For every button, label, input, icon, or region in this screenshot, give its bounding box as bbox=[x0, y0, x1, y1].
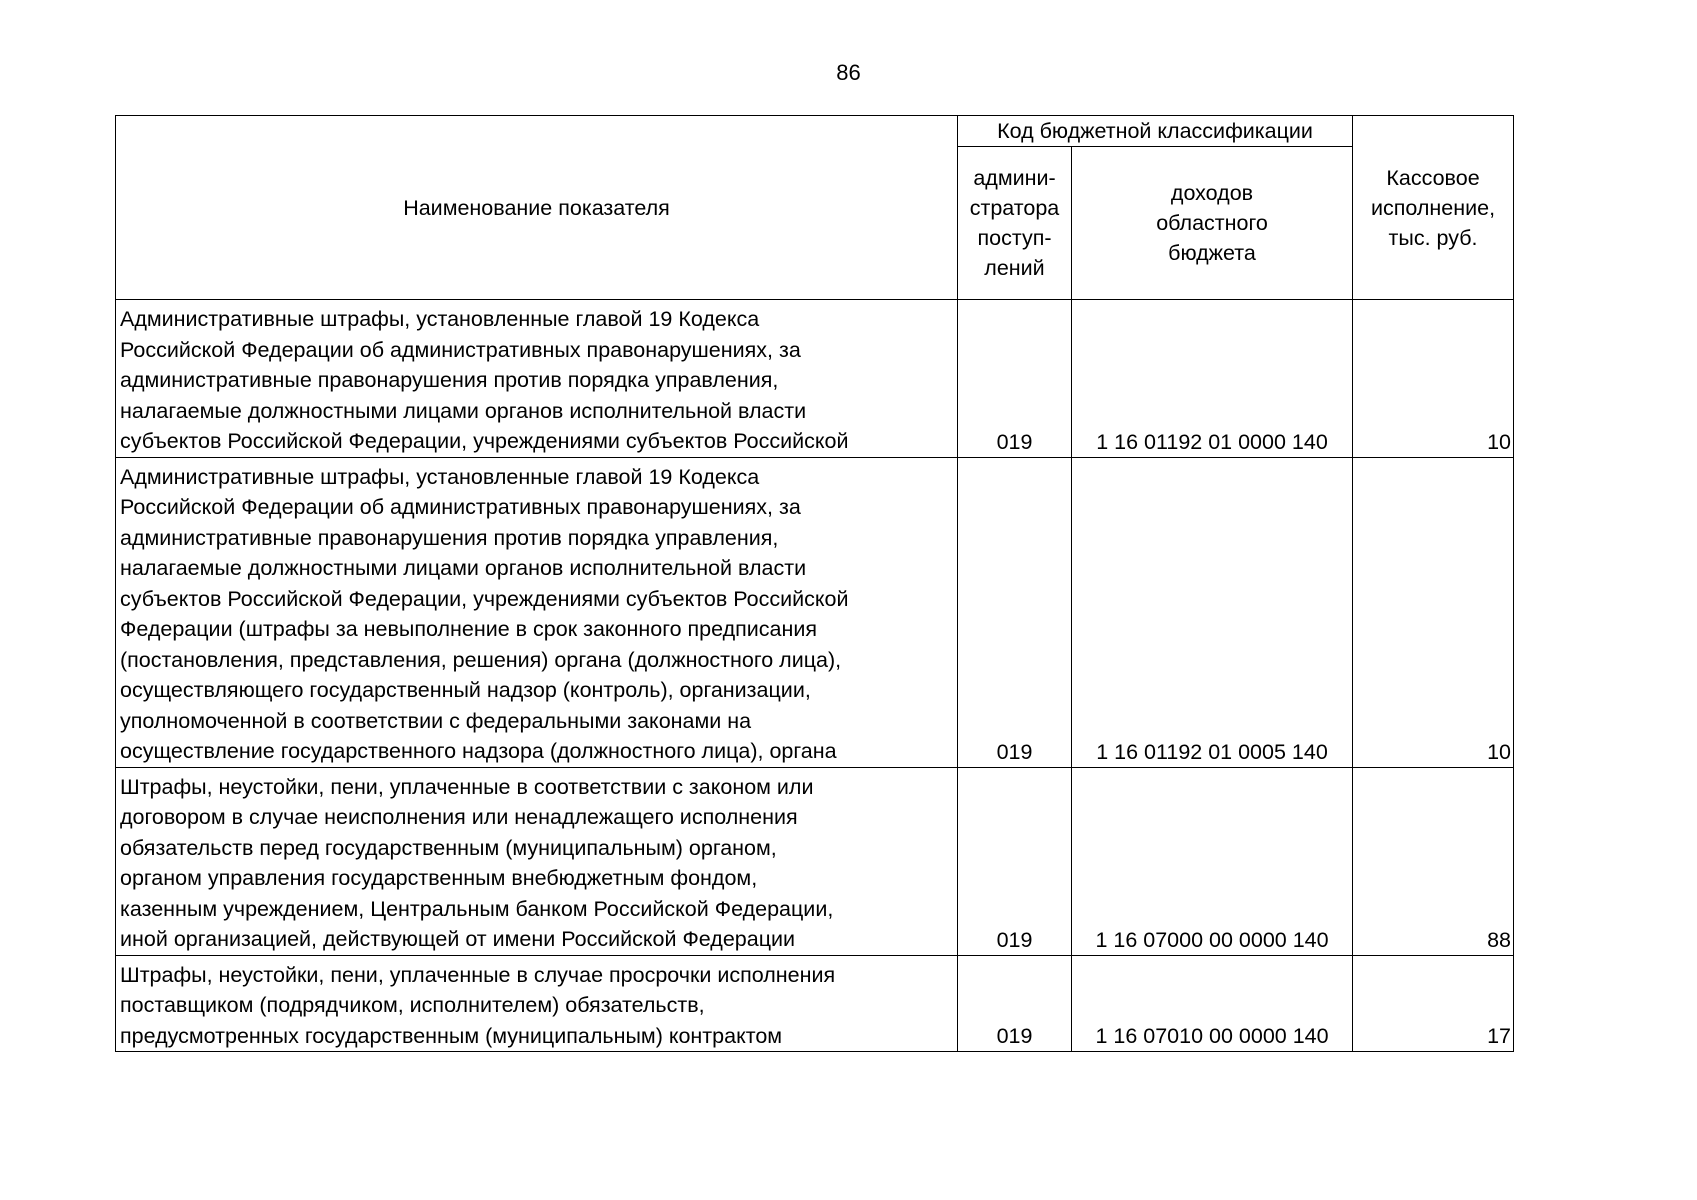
row-amount: 10 bbox=[1353, 457, 1514, 767]
row-name: Административные штрафы, установленные главой 19 Кодекса Российской Федерации об административных правонарушениях, за административные правонарушения против порядка управления, налагаемые должностными лицами органов исполнительной власти субъектов Российской Федерации, учреждениями субъектов Российской bbox=[116, 300, 958, 458]
row-amount: 17 bbox=[1353, 955, 1514, 1052]
row-name: Административные штрафы, установленные главой 19 Кодекса Российской Федерации об административных правонарушениях, за административные правонарушения против порядка управления, налагаемые должностными лицами органов исполнительной власти субъектов Российской Федерации, учреждениями субъектов Российской Федерации (штрафы за невыполнение в срок законного предписания (постановления, представления, решения) органа (должностного лица), осуществляющего государственный надзор (контроль), организации, уполномоченной в соответствии с федеральными законами на осуществление государственного надзора (должностного лица), органа bbox=[116, 457, 958, 767]
table-body bbox=[116, 300, 1514, 1052]
row-amount: 10 bbox=[1353, 300, 1514, 458]
row-name: Штрафы, неустойки, пени, уплаченные в соответствии с законом или договором в случае неисполнения или ненадлежащего исполнения обязательств перед государственным (муниципальным) органом, органом управления государственным внебюджетным фондом, казенным учреждением, Центральным банком Российской Федерации, иной организацией, действующей от имени Российской Федерации bbox=[116, 767, 958, 955]
row-admin-code: 019 bbox=[958, 955, 1072, 1052]
row-income-code: 1 16 07010 00 0000 140 bbox=[1072, 955, 1353, 1052]
row-income-code: 1 16 01192 01 0000 140 bbox=[1072, 300, 1353, 458]
table-header bbox=[116, 116, 1514, 300]
header-name: Наименование показателя bbox=[116, 116, 958, 300]
budget-table bbox=[115, 115, 1514, 1052]
row-admin-code: 019 bbox=[958, 767, 1072, 955]
row-income-code: 1 16 01192 01 0005 140 bbox=[1072, 457, 1353, 767]
row-income-code: 1 16 07000 00 0000 140 bbox=[1072, 767, 1353, 955]
table-row bbox=[116, 767, 1514, 955]
table-row bbox=[116, 955, 1514, 1052]
header-admin: админи- стратора поступ- лений bbox=[958, 147, 1072, 300]
header-code-group: Код бюджетной классификации bbox=[958, 116, 1353, 147]
row-name: Штрафы, неустойки, пени, уплаченные в случае просрочки исполнения поставщиком (подрядчиком, исполнителем) обязательств, предусмотренных государственным (муниципальным) контрактом bbox=[116, 955, 958, 1052]
row-admin-code: 019 bbox=[958, 457, 1072, 767]
row-admin-code: 019 bbox=[958, 300, 1072, 458]
header-income: доходов областного бюджета bbox=[1072, 147, 1353, 300]
table-row bbox=[116, 300, 1514, 458]
row-amount: 88 bbox=[1353, 767, 1514, 955]
page-number: 86 bbox=[836, 60, 861, 85]
header-amount: Кассовое исполнение, тыс. руб. bbox=[1353, 116, 1514, 300]
table-row bbox=[116, 457, 1514, 767]
